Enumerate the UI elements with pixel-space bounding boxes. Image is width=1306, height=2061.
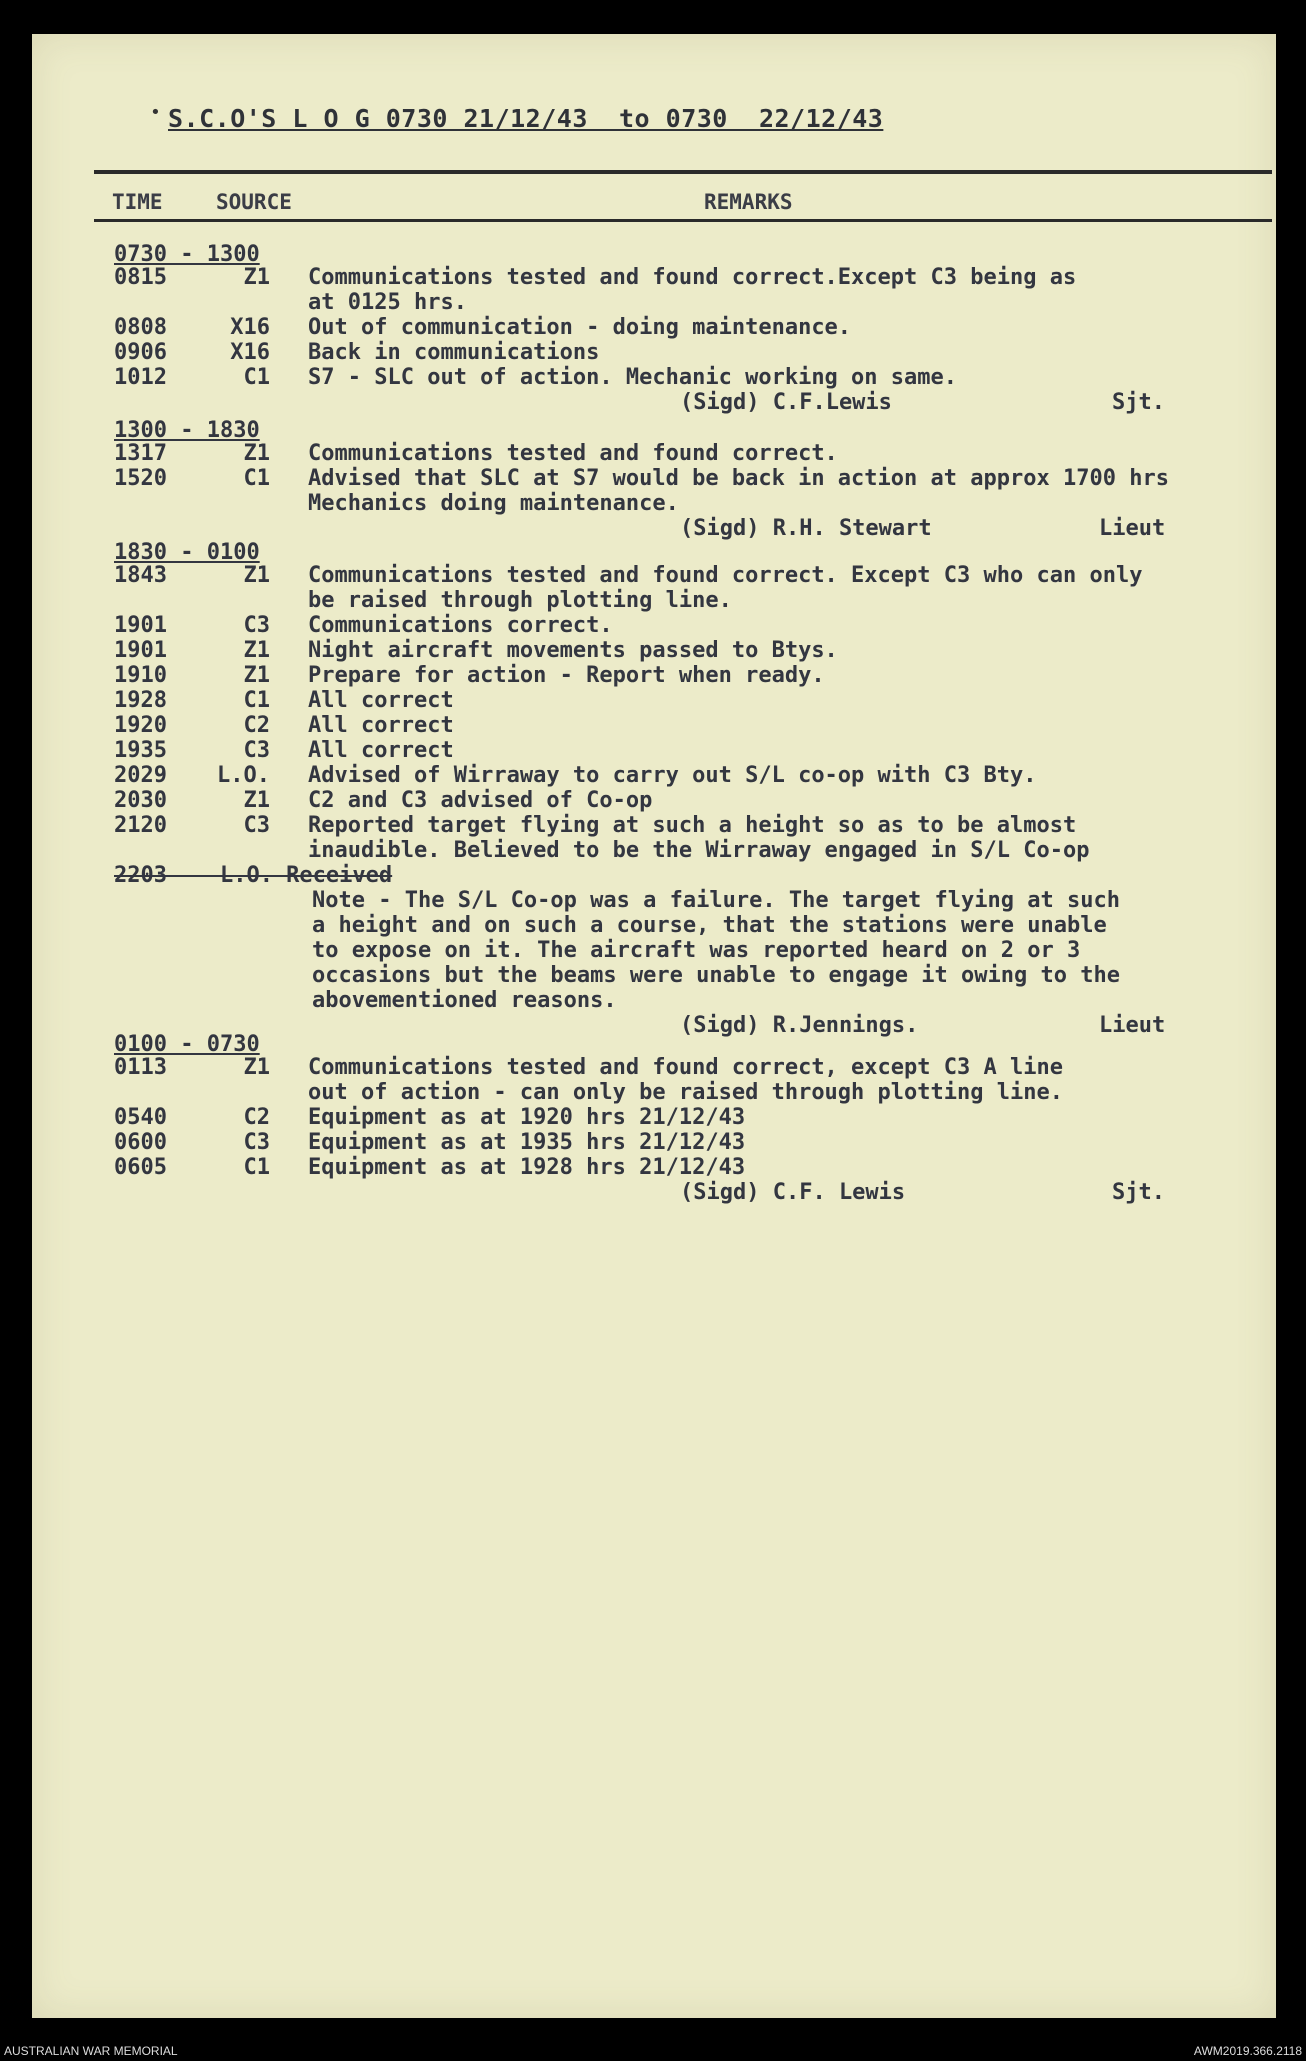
entry-remarks: Equipment as at 1935 hrs 21/12/43 <box>308 1130 746 1155</box>
entry-source: C2 <box>243 713 270 738</box>
entry-time: 1901 <box>114 613 167 638</box>
entry-remarks: Advised that SLC at S7 would be back in action at approx 1700 hrs <box>308 466 1169 491</box>
entry-time: 0808 <box>114 315 167 340</box>
entry-remarks: be raised through plotting line. <box>308 588 732 613</box>
period-heading: 1830 - 0100 <box>114 540 260 565</box>
note-line: to expose on it. The aircraft was reported heard on 2 or 3 <box>312 938 1081 963</box>
column-header-remarks: REMARKS <box>704 190 793 214</box>
entry-remarks: Communications tested and found correct, except C3 A line <box>308 1055 1063 1080</box>
entry-time: 0540 <box>114 1105 167 1130</box>
note-line: occasions but the beams were unable to engage it owing to the <box>312 963 1120 988</box>
entry-remarks: All correct <box>308 713 454 738</box>
entry-source: Z1 <box>243 638 270 663</box>
signature-rank: Sjt. <box>1112 1180 1165 1205</box>
entry-source: X16 <box>230 340 270 365</box>
entry-remarks: Reported target flying at such a height so as to be almost <box>308 813 1077 838</box>
entry-time: 0906 <box>114 340 167 365</box>
note-line: abovementioned reasons. <box>312 988 617 1013</box>
signature-name: (Sigd) R.Jennings. <box>680 1013 919 1038</box>
column-header-source: SOURCE <box>216 190 292 214</box>
entry-time: 0815 <box>114 265 167 290</box>
entry-remarks: Communications tested and found correct. <box>308 441 838 466</box>
entry-source: Z1 <box>243 663 270 688</box>
entry-time: 0605 <box>114 1155 167 1180</box>
entry-remarks: All correct <box>308 738 454 763</box>
period-heading: 0730 - 1300 <box>114 242 260 267</box>
log-title: S.C.O'S L O G 0730 21/12/43 to 0730 22/12/43 <box>168 104 884 133</box>
entry-time: 0600 <box>114 1130 167 1155</box>
entry-time: 1935 <box>114 738 167 763</box>
signature-name: (Sigd) C.F.Lewis <box>680 390 892 415</box>
entry-source: Z1 <box>243 441 270 466</box>
entry-source: C2 <box>243 1105 270 1130</box>
entry-source: C1 <box>243 1155 270 1180</box>
entry-source: C3 <box>243 813 270 838</box>
entry-remarks: out of action - can only be raised through plotting line. <box>308 1080 1063 1105</box>
entry-remarks: Prepare for action - Report when ready. <box>308 663 825 688</box>
entry-time: 2030 <box>114 788 167 813</box>
entry-source: C3 <box>243 1130 270 1155</box>
entry-source: Z1 <box>243 563 270 588</box>
note-line: Note - The S/L Co-op was a failure. The target flying at such <box>312 888 1120 913</box>
entry-time: 1317 <box>114 441 167 466</box>
entry-source: L.O. <box>217 763 270 788</box>
entry-remarks: C2 and C3 advised of Co-op <box>308 788 653 813</box>
entry-time: 1920 <box>114 713 167 738</box>
entry-source: C1 <box>243 466 270 491</box>
entry-remarks: Communications tested and found correct. Except C3 who can only <box>308 563 1143 588</box>
signature-name: (Sigd) C.F. Lewis <box>680 1180 906 1205</box>
entry-source: X16 <box>230 315 270 340</box>
period-heading: 1300 - 1830 <box>114 418 260 443</box>
entry-time: 1910 <box>114 663 167 688</box>
period-heading: 0100 - 0730 <box>114 1032 260 1057</box>
column-header-time: TIME <box>112 190 163 214</box>
entry-remarks: Mechanics doing maintenance. <box>308 491 679 516</box>
entry-time: 1928 <box>114 688 167 713</box>
signature-rank: Lieut <box>1099 1013 1166 1038</box>
entry-source: C3 <box>243 613 270 638</box>
entry-remarks: S7 - SLC out of action. Mechanic working on same. <box>308 365 958 390</box>
signature-rank: Sjt. <box>1112 390 1165 415</box>
entry-source: Z1 <box>243 265 270 290</box>
footer-accession-number: AWM2019.366.2118 <box>1193 2044 1302 2058</box>
entry-remarks: Night aircraft movements passed to Btys. <box>308 638 838 663</box>
entry-remarks: Equipment as at 1928 hrs 21/12/43 <box>308 1155 746 1180</box>
entry-remarks: inaudible. Believed to be the Wirraway engaged in S/L Co-op <box>308 838 1090 863</box>
entry-time: 1012 <box>114 365 167 390</box>
entry-time: 1843 <box>114 563 167 588</box>
signature-rank: Lieut <box>1099 516 1166 541</box>
entry-source: C1 <box>243 365 270 390</box>
header-rule-top <box>94 170 1272 174</box>
note-line: a height and on such a course, that the stations were unable <box>312 913 1107 938</box>
entry-remarks: at 0125 hrs. <box>308 290 467 315</box>
entry-source: C1 <box>243 688 270 713</box>
entry-source: Z1 <box>243 788 270 813</box>
bullet-mark: • <box>150 102 161 123</box>
entry-remarks: Back in communications <box>308 340 600 365</box>
entry-remarks: All correct <box>308 688 454 713</box>
entry-time: 1520 <box>114 466 167 491</box>
entry-remarks: Out of communication - doing maintenance. <box>308 315 852 340</box>
struck-entry: 2203 L.O. Received <box>114 863 393 888</box>
entry-remarks: Communications tested and found correct.Except C3 being as <box>308 265 1077 290</box>
entry-remarks: Advised of Wirraway to carry out S/L co-op with C3 Bty. <box>308 763 1037 788</box>
entry-time: 2029 <box>114 763 167 788</box>
header-rule-bottom <box>94 219 1272 222</box>
entry-source: C3 <box>243 738 270 763</box>
entry-source: Z1 <box>243 1055 270 1080</box>
entry-remarks: Equipment as at 1920 hrs 21/12/43 <box>308 1105 746 1130</box>
entry-time: 0113 <box>114 1055 167 1080</box>
entry-time: 1901 <box>114 638 167 663</box>
entry-remarks: Communications correct. <box>308 613 613 638</box>
footer-institution: AUSTRALIAN WAR MEMORIAL <box>4 2044 178 2058</box>
signature-name: (Sigd) R.H. Stewart <box>680 516 932 541</box>
entry-time: 2120 <box>114 813 167 838</box>
